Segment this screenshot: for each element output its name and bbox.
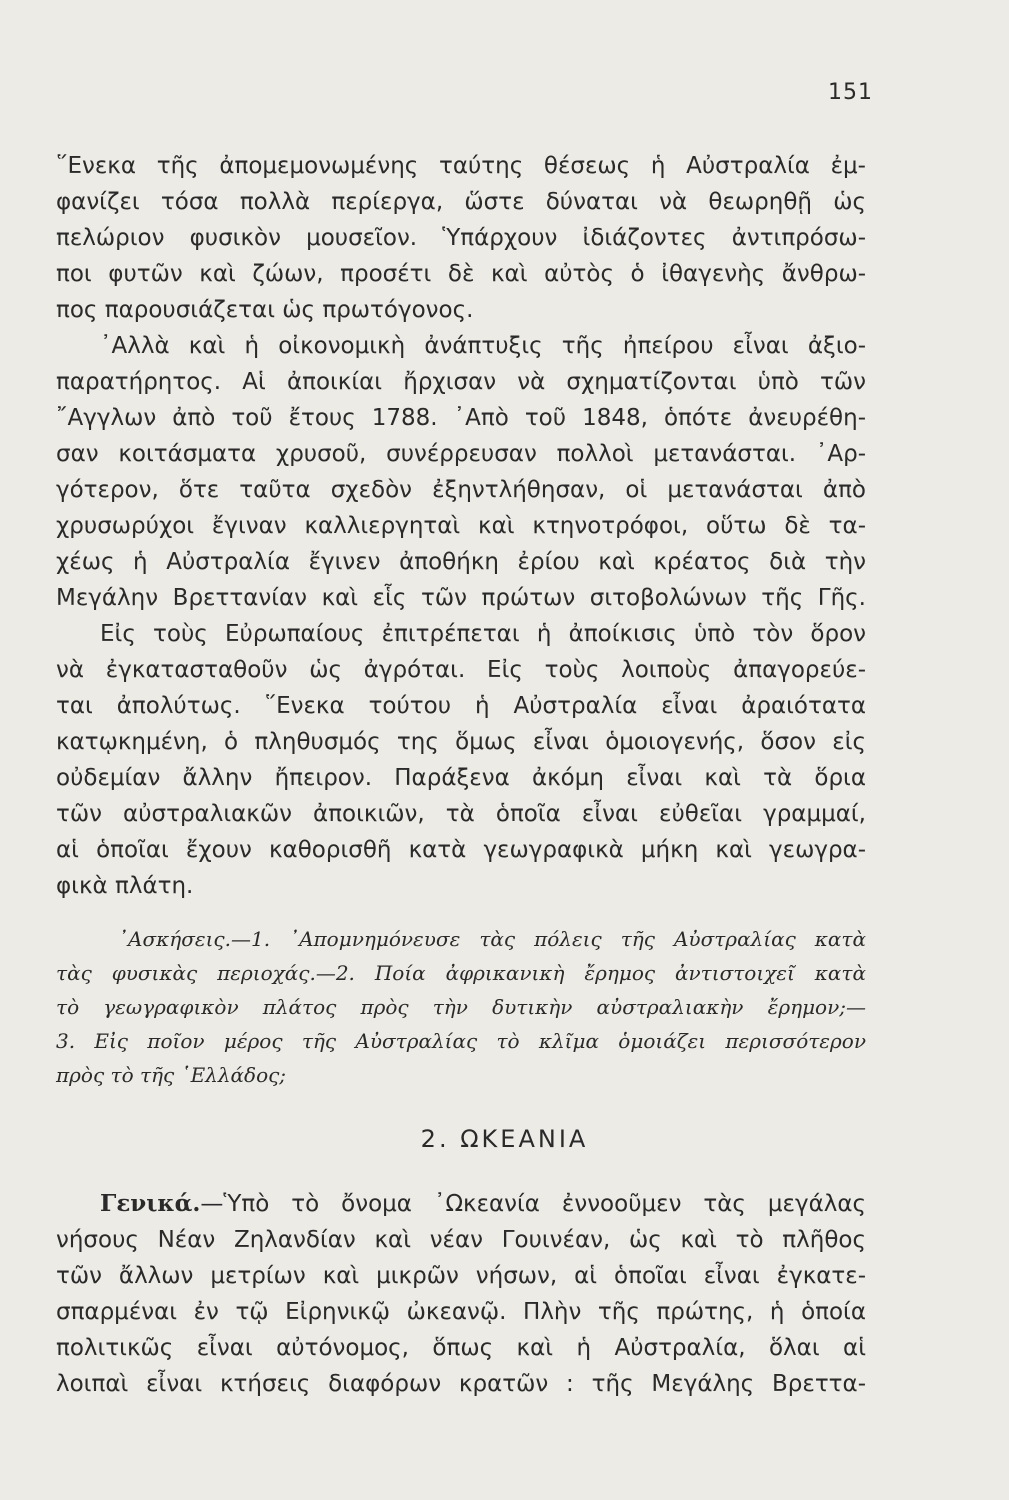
exercise-line: 3. Εἰς ποῖον μέρος τῆς Αὐστραλίας τὸ κλῖμα ὁμοιάζει περισσότερον: [56, 1029, 866, 1053]
text-line: γότερον, ὅτε ταῦτα σχεδὸν ἐξηντλήθησαν, οἱ μετανάσται ἀπὸ: [56, 477, 866, 503]
text-line: ῎Αγγλων ἀπὸ τοῦ ἔτους 1788. ᾿Απὸ τοῦ 1848, ὁπότε ἀνευρέθη-: [56, 405, 866, 431]
text-line: χρυσωρύχοι ἔγιναν καλλιεργηταὶ καὶ κτηνοτρόφοι, οὕτω δὲ τα-: [56, 513, 866, 539]
text-line: χέως ἡ Αὐστραλία ἔγινεν ἀποθήκη ἐρίου καὶ κρέατος διὰ τὴν: [56, 549, 866, 575]
text-line: ᾿Αλλὰ καὶ ἡ οἰκονομικὴ ἀνάπτυξις τῆς ἠπείρου εἶναι ἀξιο-: [100, 333, 866, 359]
lead-term: Γενικά.: [100, 1190, 201, 1217]
text-line: λοιπαὶ εἶναι κτήσεις διαφόρων κρατῶν : τῆς Μεγάλης Βρεττα-: [56, 1371, 866, 1397]
text-line: πολιτικῶς εἶναι αὐτόνομος, ὅπως καὶ ἡ Αὐστραλία, ὅλαι αἱ: [56, 1335, 866, 1361]
text-line: [100, 1189, 866, 1219]
text-line: σαν κοιτάσματα χρυσοῦ, συνέρρευσαν πολλοὶ μετανάσται. ᾿Αρ-: [56, 441, 866, 467]
text-line: ῞Ενεκα τῆς ἀπομεμονωμένης ταύτης θέσεως ἡ Αὐστραλία ἐμ-: [56, 153, 866, 179]
text-line: νὰ ἐγκατασταθοῦν ὡς ἀγρόται. Εἰς τοὺς λοιποὺς ἀπαγορεύε-: [56, 657, 866, 683]
text-line: Μεγάλην Βρεττανίαν καὶ εἷς τῶν πρώτων σιτοβολώνων τῆς Γῆς.: [56, 585, 866, 611]
text-line: φικὰ πλάτη.: [56, 873, 194, 899]
text-line: κατῳκημένη, ὁ πληθυσμός της ὅμως εἶναι ὁμοιογενής, ὅσον εἰς: [56, 729, 866, 755]
text-line: ται ἀπολύτως. ῞Ενεκα τούτου ἡ Αὐστραλία εἶναι ἀραιότατα: [56, 693, 866, 719]
text-line: τῶν ἄλλων μετρίων καὶ μικρῶν νήσων, αἱ ὁποῖαι εἶναι ἐγκατε-: [56, 1263, 866, 1289]
text-line: οὐδεμίαν ἄλλην ἤπειρον. Παράξενα ἀκόμη εἶναι καὶ τὰ ὅρια: [56, 765, 866, 791]
page-number: 151: [828, 80, 873, 105]
exercise-line: πρὸς τὸ τῆς ῾Ελλάδος;: [56, 1063, 287, 1087]
text-line: φανίζει τόσα πολλὰ περίεργα, ὥστε δύναται νὰ θεωρηθῇ ὡς: [56, 189, 866, 215]
lead-line-text: —Ὑπὸ τὸ ὄνομα ᾿Ωκεανία ἐννοοῦμεν τὰς μεγάλας: [200, 1191, 866, 1217]
text-line: σπαρμέναι ἐν τῷ Εἰρηνικῷ ὠκεανῷ. Πλὴν τῆς πρώτης, ἡ ὁποία: [56, 1299, 866, 1325]
text-line: πος παρουσιάζεται ὡς πρωτόγονος.: [56, 297, 474, 323]
exercise-line: τὰς φυσικὰς περιοχάς.—2. Ποία ἀφρικανικὴ ἔρημος ἀντιστοιχεῖ κατὰ: [56, 961, 866, 985]
exercise-line: ᾿Ασκήσεις.—1. ᾿Απομνημόνευσε τὰς πόλεις τῆς Αὐστραλίας κατὰ: [118, 927, 866, 951]
section-heading: 2. ΩΚΕΑΝΙΑ: [420, 1125, 589, 1153]
text-line: αἱ ὁποῖαι ἔχουν καθορισθῆ κατὰ γεωγραφικὰ μήκη καὶ γεωγρα-: [56, 837, 866, 863]
text-line: ποι φυτῶν καὶ ζώων, προσέτι δὲ καὶ αὐτὸς ὁ ἰθαγενὴς ἄνθρω-: [56, 261, 866, 287]
exercise-line: τὸ γεωγραφικὸν πλάτος πρὸς τὴν δυτικὴν αὐστραλιακὴν ἔρημον;—: [56, 995, 866, 1019]
text-line: τῶν αὐστραλιακῶν ἀποικιῶν, τὰ ὁποῖα εἶναι εὐθεῖαι γραμμαί,: [56, 801, 866, 827]
text-line: Εἰς τοὺς Εὐρωπαίους ἐπιτρέπεται ἡ ἀποίκισις ὑπὸ τὸν ὅρον: [100, 621, 866, 647]
text-line: πελώριον φυσικὸν μουσεῖον. Ὑπάρχουν ἰδιάζοντες ἀντιπρόσω-: [56, 225, 866, 251]
text-line: νήσους Νέαν Ζηλανδίαν καὶ νέαν Γουινέαν, ὡς καὶ τὸ πλῆθος: [56, 1227, 866, 1253]
text-line: παρατήρητος. Αἱ ἀποικίαι ἤρχισαν νὰ σχηματίζονται ὑπὸ τῶν: [56, 369, 866, 395]
